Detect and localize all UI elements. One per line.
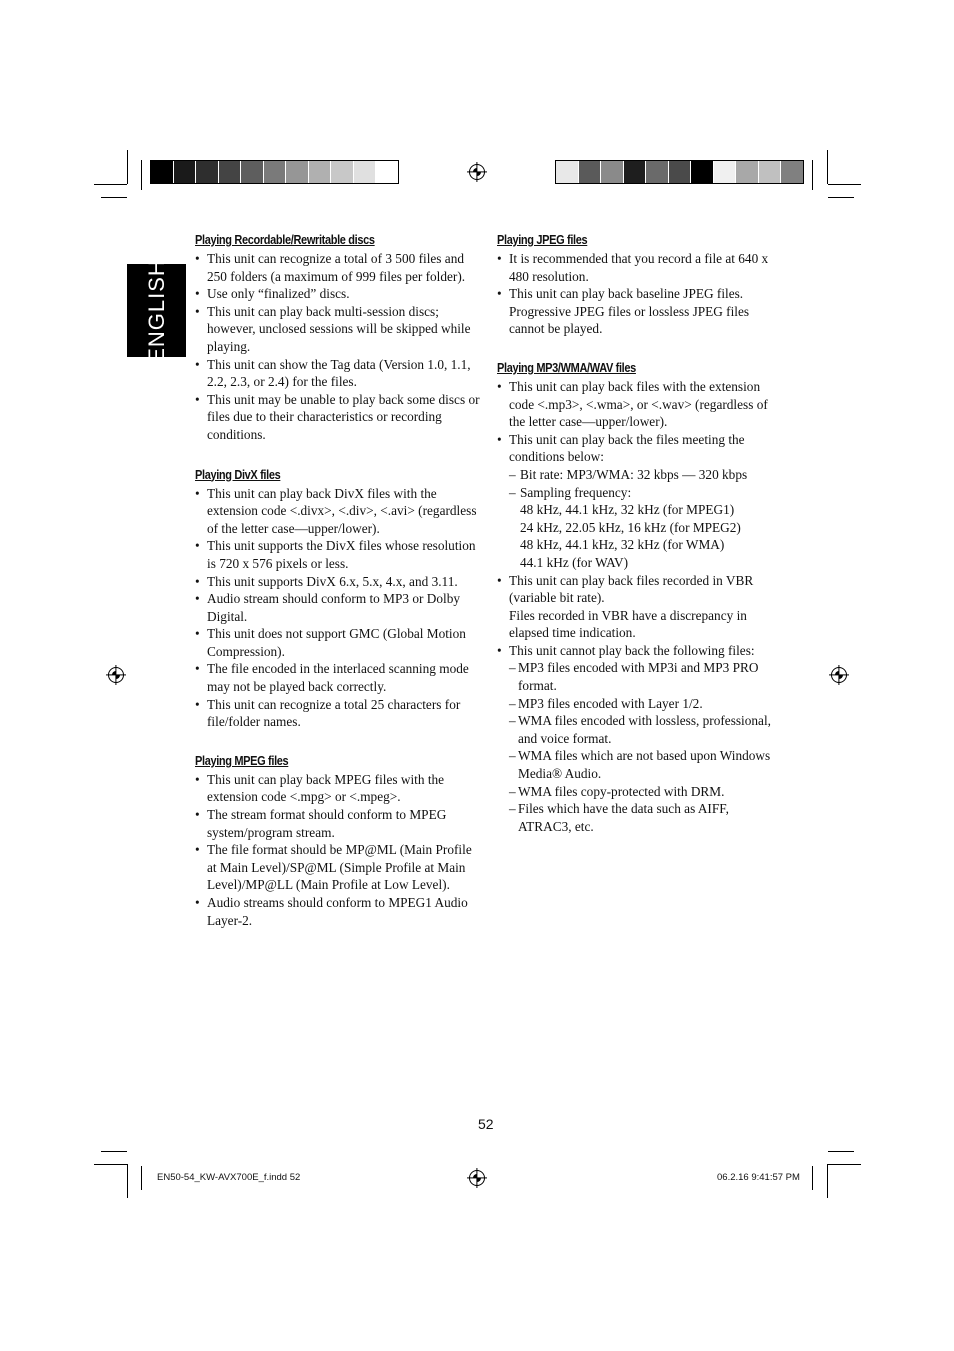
section-heading-mp3: Playing MP3/WMA/WAV files <box>497 360 636 375</box>
sampling-line: 24 kHz, 22.05 kHz, 16 kHz (for MPEG2) <box>520 519 741 535</box>
right-column <box>497 231 777 835</box>
list-item-note: Files recorded in VBR have a discrepancy in elapsed time indication. <box>509 607 747 641</box>
list-item: • It is recommended that you record a file at 640 x 480 resolution. <box>497 250 777 285</box>
registration-mark-icon <box>469 1170 485 1186</box>
cannot-play-item: – WMA files encoded with lossless, professional, and voice format. <box>509 712 777 747</box>
section-heading-mpeg: Playing MPEG files <box>195 753 289 768</box>
section-heading-jpeg: Playing JPEG files <box>497 233 588 247</box>
list-item: • The file format should be MP@ML (Main Profile at Main Level)/SP@ML (Simple Profile at Main Level)/MP@LL (Main Profile at Low Level). <box>195 841 480 894</box>
color-swatch <box>264 161 287 183</box>
color-swatch <box>714 161 737 183</box>
color-swatch <box>151 161 174 183</box>
color-swatch <box>241 161 264 183</box>
list-item: • This unit can play back DivX files with the extension code <.divx>, <.div>, <.avi> (regardless of the letter case—upper/lower). <box>195 485 480 538</box>
sampling-line: 48 kHz, 44.1 kHz, 32 kHz (for WMA) <box>520 537 725 553</box>
color-calibration-bar-left <box>150 160 399 184</box>
cannot-play-item: – MP3 files encoded with MP3i and MP3 PRO format. <box>509 659 777 694</box>
color-swatch <box>781 161 803 183</box>
sampling-line: 48 kHz, 44.1 kHz, 32 kHz (for MPEG1) <box>520 502 735 518</box>
list-item: • This unit does not support GMC (Global Motion Compression). <box>195 625 480 660</box>
sampling-label: – Sampling frequency: <box>509 484 777 502</box>
registration-mark-icon <box>108 667 124 683</box>
list-item: • This unit can recognize a total of 3 500 files and 250 folders (a maximum of 999 files per folder). <box>195 250 480 285</box>
color-swatch <box>736 161 759 183</box>
color-swatch <box>646 161 669 183</box>
language-tab <box>127 258 186 363</box>
left-column <box>195 231 480 929</box>
list-item <box>497 431 777 572</box>
color-swatch <box>691 161 714 183</box>
cannot-play-item: – Files which have the data such as AIFF, ATRAC3, etc. <box>509 800 777 835</box>
color-swatch <box>309 161 332 183</box>
color-swatch <box>174 161 197 183</box>
list-item: • This unit can play back MPEG files with the extension code <.mpg> or <.mpeg>. <box>195 771 480 806</box>
list-item: • This unit supports the DivX files whose resolution is 720 x 576 pixels or less. <box>195 537 480 572</box>
color-swatch <box>624 161 647 183</box>
mpeg-list <box>195 771 480 929</box>
list-item-text: • This unit can play back files recorded in VBR (variable bit rate). <box>509 572 754 606</box>
color-swatch <box>331 161 354 183</box>
bitrate-line: – Bit rate: MP3/WMA: 32 kbps — 320 kbps <box>509 466 777 484</box>
color-swatch <box>286 161 309 183</box>
language-tab-label: ENGLISH <box>143 258 169 363</box>
list-item: • This unit supports DivX 6.x, 5.x, 4.x, and 3.11. <box>195 573 480 591</box>
registration-mark-icon <box>831 667 847 683</box>
list-item: • This unit can play back files with the extension code <.mp3>, <.wma>, or <.wav> (regardless of the letter case—upper/lower). <box>497 378 777 431</box>
mp3-list <box>497 378 777 835</box>
list-item: • This unit can play back baseline JPEG files. Progressive JPEG files or lossless JPEG files cannot be played. <box>497 285 777 338</box>
list-item: • The stream format should conform to MPEG system/program stream. <box>195 806 480 841</box>
jpeg-list <box>497 250 777 338</box>
color-swatch <box>601 161 624 183</box>
color-swatch <box>669 161 692 183</box>
list-item <box>497 572 777 642</box>
registration-mark-icon <box>469 164 485 180</box>
list-item <box>497 642 777 836</box>
color-swatch <box>219 161 242 183</box>
list-item: • This unit can recognize a total 25 characters for file/folder names. <box>195 696 480 731</box>
list-item: • This unit can show the Tag data (Version 1.0, 1.1, 2.2, 2.3, or 2.4) for the files. <box>195 356 480 391</box>
list-item-text: • This unit can play back the files meeting the conditions below: <box>509 431 745 465</box>
color-calibration-bar-right <box>555 160 804 184</box>
footer-timestamp: 06.2.16 9:41:57 PM <box>717 1172 800 1183</box>
footer-filename: EN50-54_KW-AVX700E_f.indd 52 <box>157 1172 301 1183</box>
list-item: • This unit can play back multi-session discs; however, unclosed sessions will be skipped while playing. <box>195 303 480 356</box>
color-swatch <box>196 161 219 183</box>
list-item: • This unit may be unable to play back some discs or files due to their characteristics or recording conditions. <box>195 391 480 444</box>
section-heading-divx: Playing DivX files <box>195 467 281 482</box>
sampling-line: 44.1 kHz (for WAV) <box>520 554 629 570</box>
list-item: • The file encoded in the interlaced scanning mode may not be played back correctly. <box>195 660 480 695</box>
list-item-text: • This unit cannot play back the following files: <box>509 642 755 658</box>
page-number: 52 <box>478 1116 494 1132</box>
color-swatch <box>556 161 579 183</box>
section-heading-recordable: Playing Recordable/Rewritable discs <box>195 233 375 247</box>
list-item: • Audio streams should conform to MPEG1 Audio Layer-2. <box>195 894 480 929</box>
recordable-list <box>195 250 480 444</box>
cannot-play-item: – WMA files copy-protected with DRM. <box>509 783 777 801</box>
list-item: • Use only “finalized” discs. <box>195 285 480 303</box>
color-swatch <box>376 161 398 183</box>
list-item: • Audio stream should conform to MP3 or Dolby Digital. <box>195 590 480 625</box>
color-swatch <box>579 161 602 183</box>
color-swatch <box>354 161 377 183</box>
cannot-play-item: – MP3 files encoded with Layer 1/2. <box>509 695 777 713</box>
color-swatch <box>759 161 782 183</box>
divx-list <box>195 485 480 731</box>
cannot-play-item: – WMA files which are not based upon Windows Media® Audio. <box>509 747 777 782</box>
